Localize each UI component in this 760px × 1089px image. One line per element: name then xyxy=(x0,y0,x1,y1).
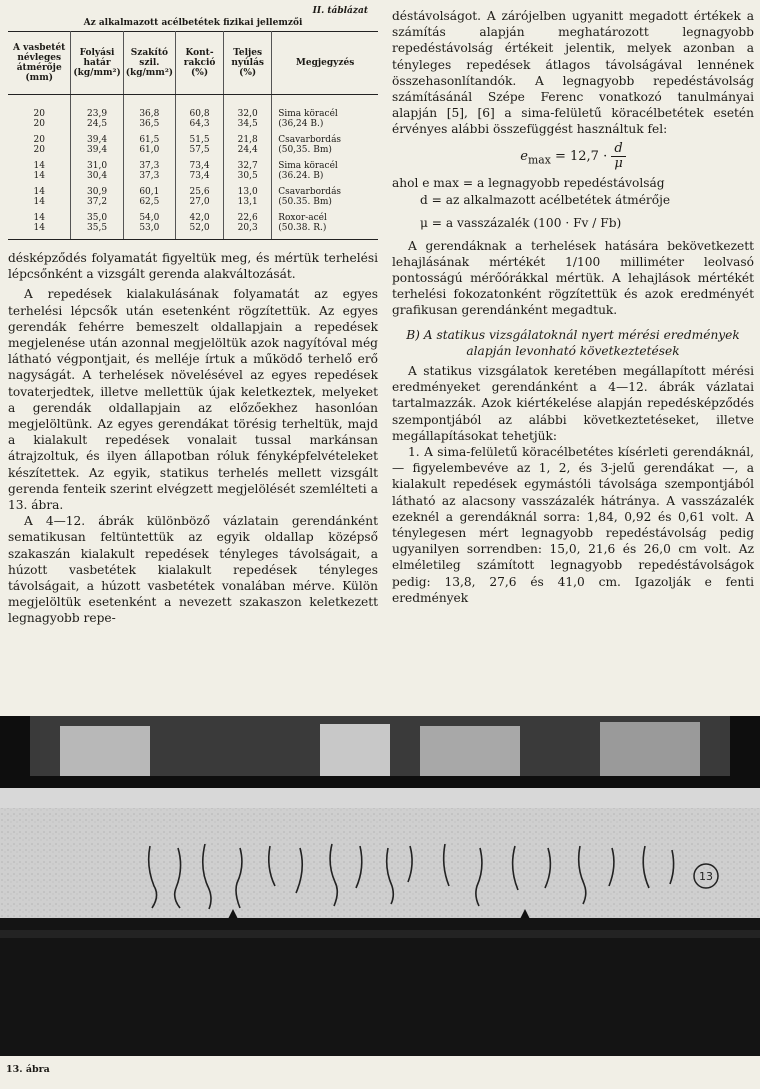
table-cell: Csavarbordás xyxy=(278,187,342,197)
table-cell: 32,0 xyxy=(224,95,272,120)
formula-fraction xyxy=(611,142,625,171)
table-cell: 52,0 xyxy=(176,223,224,240)
table-cell: 37,3 xyxy=(123,171,175,181)
right-paragraph-2: A gerendáknak a terhelések hatására bekövetkezett lehajlásának mértékét 1/100 milliméter leolvasó pontosságú mérőórákkal mértük. A lehajlások mértékét terhelési fokozatonként rögzítettük és azok eredményét grafikusan gerendánként megadtuk. xyxy=(392,238,754,318)
table-cell: 57,5 xyxy=(176,145,224,155)
table-row xyxy=(8,129,378,145)
left-paragraph-2: A repedések kialakulásának folyamatát az egyes terhelési lépcsők után esetenként rögzítettük. Az egyes gerendák fehérre bemeszelt oldallapjain a repedések megjelenése után azonnal megjelöltük azok nagyítóval még látható végpontjait, és melléje írtuk a működő terhelő erő nagyságát. A terhelések növelésével az egyes repedések tovaterjedtek, illetve mellettük újak keletkeztek, melyeket a gerendák oldallapjain az előzőekhez hasonlóan megjelöltünk. Az egyes gerendákat törésig terheltük, majd a kialakult repedések vonalait tussal markánsan átrajzoltuk, és ilyen állapotban róluk fényképfelvételeket készítettek. Az egyik, statikus terhelés mellett vizsgált gerenda fenteik szerint elvégzett megjelölését szemlélteti a 13. ábra. xyxy=(8,287,378,513)
header-yield: Folyási határ (kg/mm²) xyxy=(71,32,123,95)
left-column xyxy=(8,6,378,627)
right-paragraph-3: A statikus vizsgálatok keretében megállapított mérési eredményeket gerendánként a 4—12. ábrák vázlatai tartalmazzák. Azok kiértékelése alapján repedésképződés szempontjából az alábbi következtetéseket, illetve megállapításokat tehetjük: xyxy=(392,364,754,443)
table-cell: 14 xyxy=(8,155,71,171)
header-contraction: Kont-rakció (%) xyxy=(176,32,224,95)
table-cell: 73,4 xyxy=(176,155,224,171)
definition-d: d = az alkalmazott acélbetétek átmérője xyxy=(420,192,671,207)
table-row xyxy=(8,155,378,171)
table-cell: 37,2 xyxy=(71,197,123,207)
table-cell: 35,0 xyxy=(71,207,123,223)
table-cell: Roxor-acél xyxy=(278,213,327,223)
table-cell: (50,35. Bm) xyxy=(278,145,332,155)
table-row xyxy=(8,223,378,240)
section-heading: B) A statikus vizsgálatoknál nyert mérési eredmények alapján levonható következtetések xyxy=(406,327,740,358)
definition-emax: ahol e max = a legnagyobb repedéstávolság xyxy=(392,175,665,190)
table-row xyxy=(8,181,378,197)
table-cell: 73,4 xyxy=(176,171,224,181)
table-cell: 20,3 xyxy=(224,223,272,240)
table-cell: 35,5 xyxy=(71,223,123,240)
formula-denominator: μ xyxy=(614,155,623,171)
table-cell: 23,9 xyxy=(71,95,123,120)
figure-marker-label: 13 xyxy=(699,870,713,883)
table-cell: 61,5 xyxy=(123,129,175,145)
table-row xyxy=(8,119,378,129)
table-cell: 61,0 xyxy=(123,145,175,155)
right-paragraph-1: déstávolságot. A zárójelben ugyanitt megadott értékek a számítás alapján meghatározott legnagyobb repedéstávolság értékeit jelentik, melyek azonban a tényleges repedések átlagos távolságával lennének összehasonlítandók. A legnagyobb repedéstávolság számításánál Szépe Ferenc vonatkozó tanulmányai alapján [5], [6] a sima-felületű köracélbetétek esetén érvényes alábbi összefüggést használtuk fel: xyxy=(392,9,754,137)
table-cell: (50.35. Bm) xyxy=(278,197,332,207)
table-cell: Sima köracél xyxy=(278,161,338,171)
table-cell: 22,6 xyxy=(224,207,272,223)
table-cell: (50.38. R.) xyxy=(272,223,378,240)
table-title: Az alkalmazott acélbetétek fizikai jellemzői xyxy=(83,18,303,28)
formula-lhs: e xyxy=(520,148,528,164)
table-cell: 60,8 xyxy=(176,95,224,120)
table-cell: (36,24 B.) xyxy=(278,119,324,129)
table-cell: 30,9 xyxy=(71,181,123,197)
table-cell: 62,5 xyxy=(123,197,175,207)
right-column xyxy=(392,8,754,606)
table-cell: Sima köracél xyxy=(278,109,338,119)
table-cell: 51,5 xyxy=(176,129,224,145)
formula-sub: max xyxy=(528,153,551,167)
header-tensile: Szakító szil. (kg/mm²) xyxy=(123,32,175,95)
table-cell: 13,0 xyxy=(224,181,272,197)
table-cell: 14 xyxy=(8,171,71,181)
beam-photo-drawing xyxy=(0,716,760,1056)
table-cell: 30,4 xyxy=(71,171,123,181)
table-cell: 14 xyxy=(8,223,71,240)
table-row xyxy=(8,197,378,207)
table-cell: 36,8 xyxy=(123,95,175,120)
table-cell: 34,5 xyxy=(224,119,272,129)
table-cell: 54,0 xyxy=(123,207,175,223)
table-cell: 13,1 xyxy=(224,197,272,207)
table-cell: 24,4 xyxy=(224,145,272,155)
table-cell: 39,4 xyxy=(71,129,123,145)
table-cell: 60,1 xyxy=(123,181,175,197)
definitions xyxy=(392,175,754,232)
table-cell: 31,0 xyxy=(71,155,123,171)
table-cell: 53,0 xyxy=(123,223,175,240)
table-cell: 39,4 xyxy=(71,145,123,155)
header-note: Megjegyzés xyxy=(272,32,378,95)
table-cell: 36,5 xyxy=(123,119,175,129)
table-cell: 37,3 xyxy=(123,155,175,171)
formula-numerator: d xyxy=(611,142,625,157)
table-number: II. táblázat xyxy=(312,6,368,16)
table-row xyxy=(8,145,378,155)
properties-table xyxy=(8,31,378,240)
table-cell: 32,7 xyxy=(224,155,272,171)
table-cell: 14 xyxy=(8,181,71,197)
figure-caption: 13. ábra xyxy=(6,1064,50,1075)
header-diameter: A vasbetét névleges átmérője (mm) xyxy=(8,32,71,95)
table-row xyxy=(8,95,378,120)
beam-photo xyxy=(0,716,760,1056)
table-cell: 27,0 xyxy=(176,197,224,207)
table-cell: Csavarbordás xyxy=(278,135,342,145)
header-elongation: Teljes nyúlás (%) xyxy=(224,32,272,95)
table-cell: (36.24. B) xyxy=(278,171,324,181)
table-cell: 20 xyxy=(8,145,71,155)
left-paragraph-3: A 4—12. ábrák különböző vázlatain gerendánként sematikusan feltüntettük az egyik oldallap középső szakaszán kialakult repedések tényleges távolságait, a húzott vasbetétek kialakult repedések tényleges távolságait, a húzott vasbetétek vonalában mérve. Külön megjelöltük esetenként a nevezett szakaszon keletkezett legnagyobb repe- xyxy=(8,514,378,626)
table-cell: 30,5 xyxy=(224,171,272,181)
definition-mu: μ = a vasszázalék (100 · Fv / Fb) xyxy=(420,215,622,230)
table-cell: 20 xyxy=(8,95,71,120)
table-cell: 42,0 xyxy=(176,207,224,223)
table-cell: 14 xyxy=(8,207,71,223)
table-row xyxy=(8,207,378,223)
table-row xyxy=(8,171,378,181)
table-cell: 20 xyxy=(8,119,71,129)
table-cell: 21,8 xyxy=(224,129,272,145)
table-cell: 25,6 xyxy=(176,181,224,197)
table-cell: 24,5 xyxy=(71,119,123,129)
right-paragraph-4: 1. A sima-felületű köracélbetétes kísérleti gerendáknál, — figyelembevéve az 1, 2, és 3-jelű gerendákat —, a kialakult repedések egymástóli távolsága szempontjából látható az alacsony vasszázalék hátránya. A vasszázalék ezeknél a gerendáknál sorra: 1,84, 0,92 és 0,61 volt. A ténylegesen mért legnagyobb repedéstávolság pedig ugyanilyen sorrendben: 15,0, 21,6 és 26,0 cm volt. Az elméletileg számított legnagyobb repedéstávolságok pedig: 13,8, 27,6 és 41,0 cm. Igazolják e fenti eredmények xyxy=(392,445,754,605)
formula-eq: = 12,7 · xyxy=(554,148,608,164)
formula xyxy=(392,142,754,171)
table-cell: 14 xyxy=(8,197,71,207)
table-cell: 20 xyxy=(8,129,71,145)
table-cell: 64,3 xyxy=(176,119,224,129)
left-paragraph-1: désképződés folyamatát figyeltük meg, és mértük terhelési lépcsőnként a vizsgált gerenda alakváltozását. xyxy=(8,251,378,282)
